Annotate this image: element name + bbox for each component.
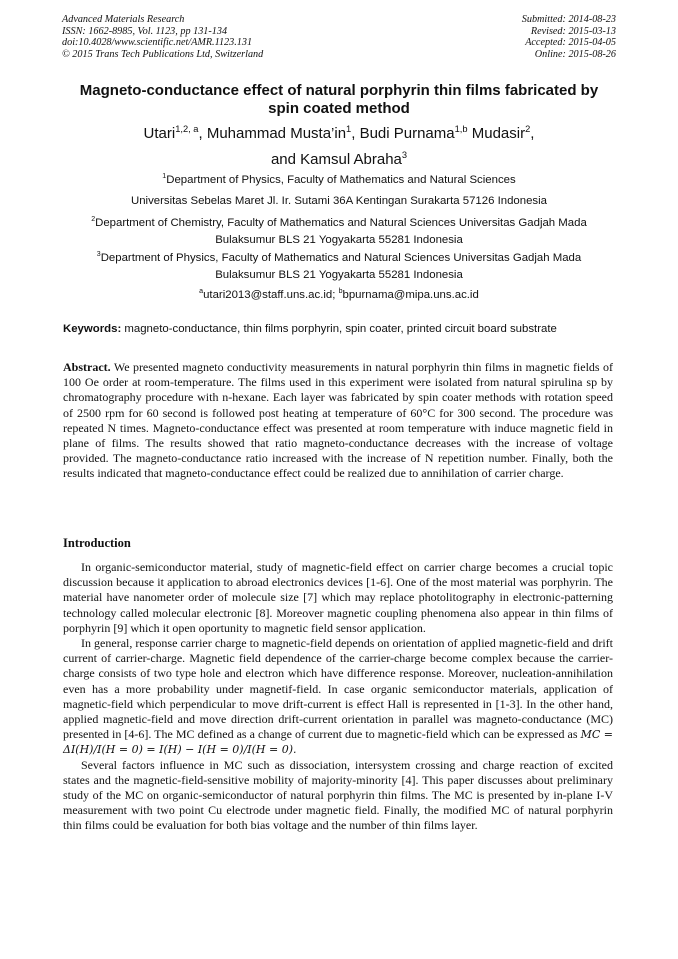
affiliation-1 [40,172,638,210]
affiliation-line: Department of Physics, Faculty of Mathematics and Natural Sciences Universitas Gadjah Mada [100,252,582,264]
date-submitted: Submitted: 2014-08-23 [521,14,616,25]
title-line-2: spin coated method [268,100,410,117]
affiliation-line: Bulaksumur BLS 21 Yogyakarta 55281 Indonesia [215,269,463,281]
affiliation-sup: 2 [91,216,96,224]
journal-copyright: © 2015 Trans Tech Publications Ltd, Switzerland [62,48,264,60]
paragraph: Several factors influence in MC such as dissociation, intersystem crossing and charge reaction of excited states and the magnetic-field-sensitive mobility of majority-minority [4]. This paper discusses about preliminary study of the MC on organic-semiconductor of natural porphyrin thin films. The MC is presented by in-plane I-V measurement with two point Cu electrode under magnetic field. Finally, the modified MC of natural porphyrin thin films could be evaluation for both bias voltage and the number of thin films layer. [63,757,613,833]
affiliation-line: Bulaksumur BLS 21 Yogyakarta 55281 Indonesia [215,234,463,246]
keywords-label: Keywords: [63,323,122,335]
email-sup: a [199,288,204,296]
affiliation-sup: 3 [96,251,101,259]
author-sup: 1 [346,124,352,134]
author-name: Utari [143,125,176,142]
author-sup: 2 [525,124,531,134]
affiliation-line: Department of Physics, Faculty of Mathematics and Natural Sciences [166,174,516,186]
author-list [40,121,638,173]
journal-name: Advanced Materials Research [62,14,185,25]
authors-line-2 [40,147,638,173]
author-sup: 3 [401,150,408,160]
article-dates [522,14,616,60]
author-name: and Kamsul Abraha [270,151,402,168]
date-online: Online: 2015-08-26 [534,48,616,60]
date-revised: Revised: 2015-03-13 [530,25,616,37]
affiliation-line: Universitas Sebelas Maret Jl. Ir. Sutami 36A Kentingan Surakarta 57126 Indonesia [131,195,547,207]
abstract-label: Abstract. [63,360,111,374]
paper-title [40,82,638,118]
keywords [63,321,623,337]
journal-doi: doi:10.4028/www.scientific.net/AMR.1123.131 [62,37,253,49]
journal-info [62,14,263,60]
date-accepted: Accepted: 2015-04-05 [525,37,616,49]
author-name: Mudasir [471,125,526,142]
journal-issn: ISSN: 1662-8985, Vol. 1123, pp 131-134 [62,25,228,37]
author-name: Muhammad Musta’in [206,125,347,142]
author-sup: 1,2, a [175,124,199,134]
abstract-text: We presented magneto conductivity measurements in natural porphyrin thin films in magnetic fields of 100 Oe order at room-temperature. The films used in this experiment were isolated from natural spirulina sp by chromatography procedure with n-hexane. Each layer was fabricated by spin coater methods with rotation speed of 2500 rpm for 60 second is followed post heating at temperature of 60°C for 300 second. The procedure was repeated N times. Magneto-conductance effect was presented at room temperature with induce magnetic field in plane of films. The results showed that ratio magneto-conductance decreases with the increase of voltage provided. The magneto-conductance ratio increased with the increase of N repetition number. Finally, both the results indicated that magneto-conductance effect could be realized due to annihilation of carrier charge. [63,360,613,481]
affiliation-2 [40,215,638,249]
author-emails [40,287,638,304]
section-heading: Introduction [63,536,131,550]
title-line-1: Magneto-conductance effect of natural porphyrin thin films fabricated by [79,82,599,99]
email-link[interactable]: bpurnama@mipa.uns.ac.id [342,289,479,301]
author-name: Budi Purnama [359,125,455,142]
introduction-body [63,560,613,834]
keywords-text: magneto-conductance, thin films porphyrin, spin coater, printed circuit board substrate [121,323,557,335]
authors-line-1: Utari$^{1,2, a}$, Muhammad $Musta’in^1$, Budi Purnama$^{1,b}$ Mudasir$^2$, [143,124,535,142]
mc-equation: MC = ΔI(H)/I(H = 0) = I(H) − I(H = 0)/I(H = 0). [63,728,614,757]
email-sup: b [338,288,343,296]
affiliation-3 [40,250,638,284]
abstract [63,360,613,482]
author-sup: 1,b [454,124,468,134]
paragraph-text: In general, response carrier charge to magnetic-field depends on orientation of applied magnetic-field and drift current of carrier-charge. Magnetic field dependence of the carrier-charge become complex because the carrier-charge consists of two type hole and electron which have difference response. Moreover, nucleation-annihilation even has a more probability under magnetif-field. In case organic semiconductor materials, application of magnetic-field which perpendicular to move drift-current is effect Hall is represented in [1-3]. In the other hand, applied magnetic-field and move direction drift-current orientation in parallel was magneto-conductance (MC) presented in [4-6]. The MC defined as a change of current due to magnetic-field which can be expressed as [63,636,613,742]
email-link[interactable]: utari2013@staff.uns.ac.id; [203,289,336,301]
paragraph: In organic-semiconductor material, study of magnetic-field effect on carrier charge becomes a crucial topic discussion because it application to abroad electronics devices [1-6]. One of the most material was porphyrin. The material have nanometer order of molecule size [7] which may replace photolitography in electronic-patterning technology called molecular electronic [8]. Moreover magnetic coupling phenomena also appear in thin films of porphyrin [9] which it open oportunity to magnetic field sensor application. [63,560,613,635]
affiliation-sup: 1 [162,173,167,181]
affiliation-line: Department of Chemistry, Faculty of Mathematics and Natural Sciences Universitas Gadjah Mada [95,217,587,229]
paragraph [63,636,613,758]
